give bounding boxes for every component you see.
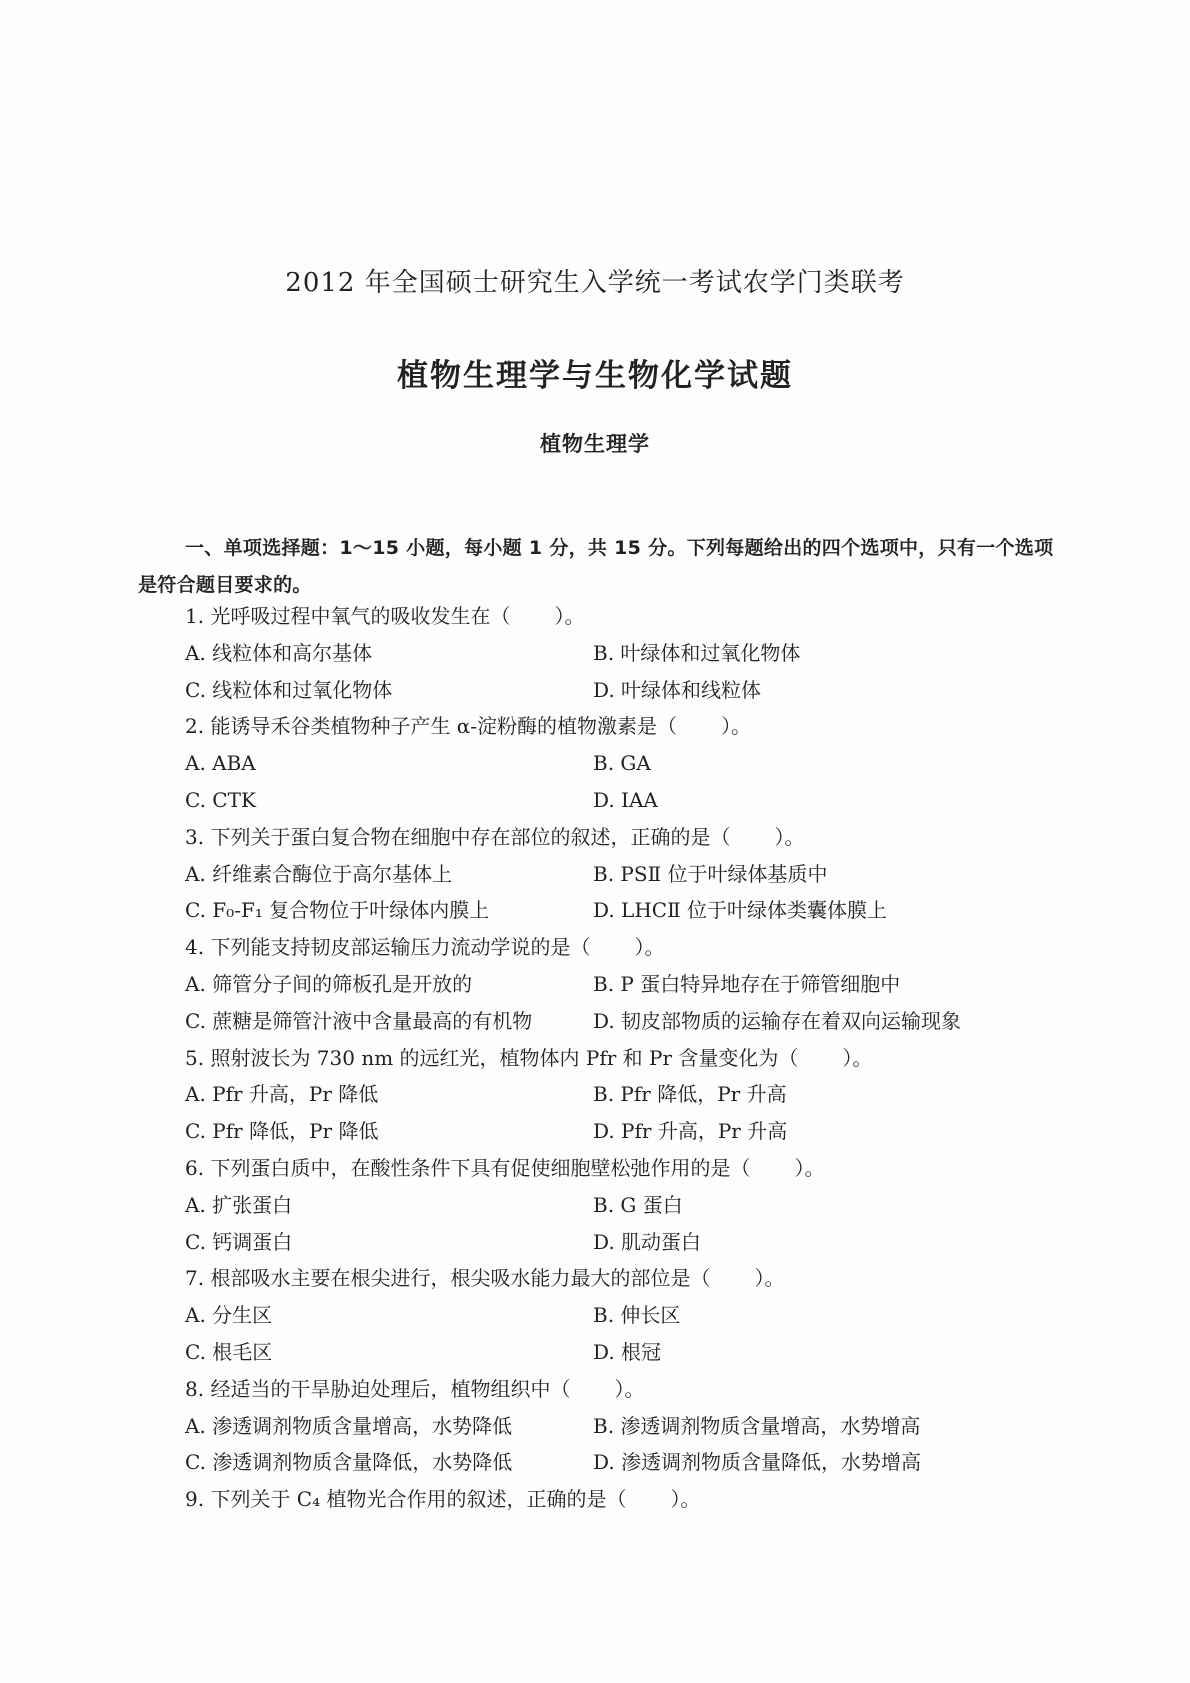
question-stem-1 [185, 598, 1045, 635]
option-b: B. Pfr 降低，Pr 升高 [593, 1082, 787, 1107]
option-a: A. 筛管分子间的筛板孔是开放的 [185, 971, 473, 996]
option-d: D. Pfr 升高，Pr 升高 [593, 1119, 788, 1144]
option-row [185, 1297, 1045, 1334]
option-b: B. P 蛋白特异地存在于筛管细胞中 [593, 971, 901, 996]
question-stem-5 [185, 1040, 1045, 1077]
option-row [185, 1334, 1045, 1371]
option-a: A. 渗透调剂物质含量增高，水势降低 [185, 1413, 513, 1438]
question-stem-end: ）。 [721, 714, 752, 739]
option-a: A. 分生区 [185, 1303, 273, 1328]
option-row [185, 1224, 1045, 1261]
question-stem-text: 2. 能诱导禾谷类植物种子产生 α-淀粉酶的植物激素是（ [185, 714, 678, 739]
question-stem-text: 4. 下列能支持韧皮部运输压力流动学说的是（ [185, 935, 591, 960]
question-stem-text: 6. 下列蛋白质中，在酸性条件下具有促使细胞壁松弛作用的是（ [185, 1155, 751, 1180]
option-row [185, 1113, 1045, 1150]
option-row [185, 635, 1045, 672]
option-row [185, 1444, 1045, 1481]
option-row [185, 1187, 1045, 1224]
exam-title: 2012 年全国硕士研究生入学统一考试农学门类联考 [285, 268, 905, 298]
question-stem-8 [185, 1371, 1045, 1408]
option-row [185, 782, 1045, 819]
section-title: 植物生理学 [540, 432, 650, 456]
question-stem-end: ）。 [670, 1487, 701, 1512]
question-stem-9 [185, 1481, 1045, 1518]
question-stem-6 [185, 1150, 1045, 1187]
question-stem-end: ）。 [614, 1376, 645, 1401]
option-a: A. Pfr 升高，Pr 降低 [185, 1082, 379, 1107]
option-d: D. 叶绿体和线粒体 [593, 677, 762, 702]
question-stem-end: ）。 [774, 824, 805, 849]
question-stem-text: 5. 照射波长为 730 nm 的远红光，植物体内 Pfr 和 Pr 含量变化为（ [185, 1045, 799, 1070]
option-c: C. F₀-F₁ 复合物位于叶绿体内膜上 [185, 898, 490, 923]
question-stem-text: 7. 根部吸水主要在根尖进行，根尖吸水能力最大的部位是（ [185, 1266, 711, 1291]
question-stem-7 [185, 1260, 1045, 1297]
option-row [185, 856, 1045, 893]
question-stem-end: ）。 [842, 1045, 873, 1070]
option-d: D. 渗透调剂物质含量降低，水势增高 [593, 1450, 922, 1475]
option-d: D. LHCⅡ 位于叶绿体类囊体膜上 [593, 898, 888, 923]
question-stem-end: ）。 [794, 1155, 825, 1180]
option-d: D. 韧皮部物质的运输存在着双向运输现象 [593, 1008, 962, 1033]
option-d: D. IAA [593, 787, 658, 812]
option-c: C. 渗透调剂物质含量降低，水势降低 [185, 1450, 513, 1475]
option-c: C. 根毛区 [185, 1339, 273, 1364]
option-c: C. 线粒体和过氧化物体 [185, 677, 393, 702]
question-stem-4 [185, 929, 1045, 966]
option-row [185, 1076, 1045, 1113]
question-stem-text: 3. 下列关于蛋白复合物在细胞中存在部位的叙述，正确的是（ [185, 824, 731, 849]
question-stem-end: ）。 [554, 604, 585, 628]
option-b: B. PSⅡ 位于叶绿体基质中 [593, 861, 828, 886]
question-stem-3 [185, 819, 1045, 856]
option-row [185, 1408, 1045, 1445]
question-list [185, 598, 1045, 1518]
option-row [185, 966, 1045, 1003]
option-row [185, 745, 1045, 782]
option-row [185, 1003, 1045, 1040]
option-d: D. 肌动蛋白 [593, 1229, 702, 1254]
option-c: C. Pfr 降低，Pr 降低 [185, 1119, 379, 1144]
option-a: A. 线粒体和高尔基体 [185, 640, 373, 665]
option-c: C. 蔗糖是筛管汁液中含量最高的有机物 [185, 1008, 533, 1033]
question-stem-end: ）。 [754, 1266, 785, 1291]
question-stem-2 [185, 708, 1045, 745]
section-instructions: 一、单项选择题：1～15 小题，每小题 1 分，共 15 分。下列每题给出的四个选项中，只有一个选项是符合题目要求的。 [138, 537, 1054, 596]
option-b: B. 叶绿体和过氧化物体 [593, 640, 801, 665]
option-b: B. GA [593, 751, 651, 776]
option-b: B. 伸长区 [593, 1303, 681, 1328]
option-a: A. 扩张蛋白 [185, 1192, 293, 1217]
option-a: A. ABA [185, 751, 256, 776]
option-row [185, 672, 1045, 709]
option-b: B. G 蛋白 [593, 1192, 683, 1217]
question-stem-text: 1. 光呼吸过程中氧气的吸收发生在（ [185, 604, 511, 628]
option-a: A. 纤维素合酶位于高尔基体上 [185, 861, 453, 886]
option-d: D. 根冠 [593, 1339, 662, 1364]
question-stem-text: 9. 下列关于 C₄ 植物光合作用的叙述，正确的是（ [185, 1487, 627, 1512]
paper-title: 植物生理学与生物化学试题 [397, 358, 793, 394]
question-stem-text: 8. 经适当的干旱胁迫处理后，植物组织中（ [185, 1376, 571, 1401]
option-c: C. CTK [185, 787, 256, 812]
option-row [185, 892, 1045, 929]
question-stem-end: ）。 [634, 935, 665, 960]
option-c: C. 钙调蛋白 [185, 1229, 293, 1254]
option-b: B. 渗透调剂物质含量增高，水势增高 [593, 1413, 921, 1438]
